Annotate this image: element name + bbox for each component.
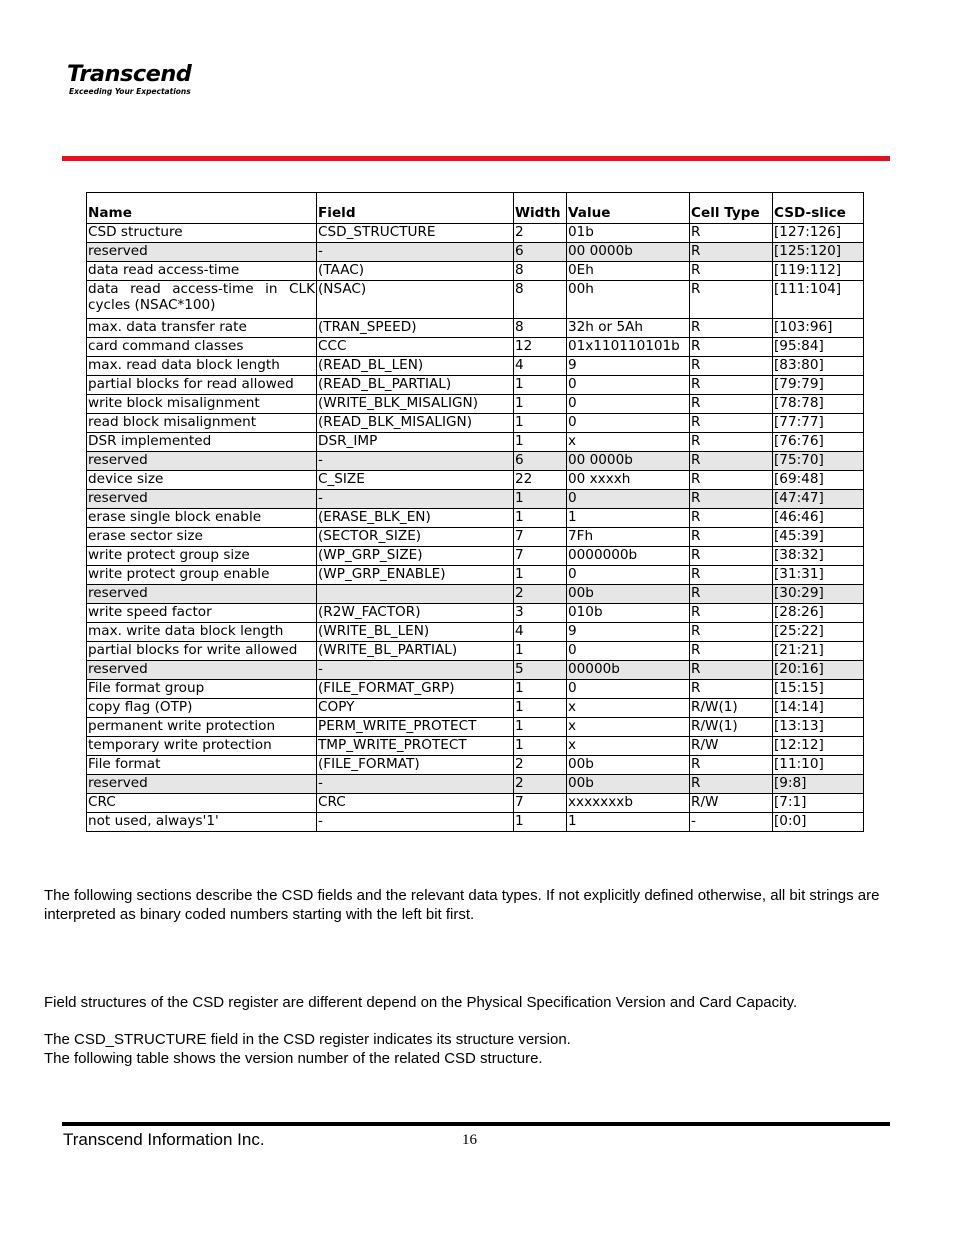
- cell-width: 1: [514, 718, 567, 737]
- structure-paragraph-line1: Field structures of the CSD register are different depend on the Physical Specification Version and Card Capacity.: [44, 994, 798, 1011]
- cell-value: 9: [567, 357, 690, 376]
- cell-cell-type: R: [690, 528, 773, 547]
- cell-csd-slice: [77:77]: [773, 414, 864, 433]
- cell-name: partial blocks for write allowed: [87, 642, 317, 661]
- cell-name: erase single block enable: [87, 509, 317, 528]
- table-row: [87, 775, 864, 794]
- cell-value: 0: [567, 376, 690, 395]
- cell-name: write protect group size: [87, 547, 317, 566]
- cell-field: (READ_BL_PARTIAL): [317, 376, 514, 395]
- cell-value: x: [567, 433, 690, 452]
- table-row: [87, 794, 864, 813]
- col-header-csd-slice: CSD-slice: [773, 193, 864, 224]
- cell-value: 0: [567, 566, 690, 585]
- cell-field: -: [317, 813, 514, 832]
- cell-field: (ERASE_BLK_EN): [317, 509, 514, 528]
- cell-value: 00b: [567, 585, 690, 604]
- table-row: [87, 756, 864, 775]
- cell-cell-type: R: [690, 604, 773, 623]
- cell-name: not used, always'1': [87, 813, 317, 832]
- cell-csd-slice: [79:79]: [773, 376, 864, 395]
- cell-csd-slice: [15:15]: [773, 680, 864, 699]
- cell-width: 2: [514, 775, 567, 794]
- cell-cell-type: R: [690, 376, 773, 395]
- table-row: [87, 585, 864, 604]
- table-row: [87, 414, 864, 433]
- cell-name: max. read data block length: [87, 357, 317, 376]
- cell-field: (WRITE_BLK_MISALIGN): [317, 395, 514, 414]
- cell-csd-slice: [69:48]: [773, 471, 864, 490]
- table-header-row: [87, 193, 864, 224]
- cell-width: 1: [514, 376, 567, 395]
- cell-csd-slice: [119:112]: [773, 262, 864, 281]
- cell-value: 0Eh: [567, 262, 690, 281]
- cell-field: [317, 585, 514, 604]
- cell-field: (NSAC): [317, 281, 514, 319]
- cell-field: C_SIZE: [317, 471, 514, 490]
- cell-cell-type: -: [690, 813, 773, 832]
- cell-name: partial blocks for read allowed: [87, 376, 317, 395]
- cell-csd-slice: [103:96]: [773, 319, 864, 338]
- footer-rule: [62, 1122, 890, 1126]
- intro-paragraph: The following sections describe the CSD fields and the relevant data types. If not explicitly defined otherwise, all bit strings are interpreted as binary coded numbers starting with the left bit first.: [44, 887, 880, 923]
- cell-name: reserved: [87, 585, 317, 604]
- cell-width: 1: [514, 699, 567, 718]
- table-row: [87, 547, 864, 566]
- cell-field: (TAAC): [317, 262, 514, 281]
- page-number: 16: [462, 1132, 477, 1148]
- cell-field: (FILE_FORMAT_GRP): [317, 680, 514, 699]
- cell-field: -: [317, 661, 514, 680]
- cell-value: 00h: [567, 281, 690, 319]
- cell-cell-type: R: [690, 281, 773, 319]
- cell-width: 1: [514, 490, 567, 509]
- logo-tagline: Exceeding Your Expectations: [69, 87, 191, 96]
- cell-name: card command classes: [87, 338, 317, 357]
- cell-name: read block misalignment: [87, 414, 317, 433]
- cell-name: DSR implemented: [87, 433, 317, 452]
- cell-name: device size: [87, 471, 317, 490]
- cell-width: 7: [514, 794, 567, 813]
- cell-width: 2: [514, 756, 567, 775]
- cell-name: data read access-time: [87, 262, 317, 281]
- cell-cell-type: R: [690, 642, 773, 661]
- cell-width: 1: [514, 642, 567, 661]
- table-row: [87, 509, 864, 528]
- structure-paragraph-line3: The following table shows the version number of the related CSD structure.: [44, 1050, 543, 1067]
- table-row: [87, 604, 864, 623]
- cell-width: 1: [514, 509, 567, 528]
- cell-cell-type: R/W(1): [690, 718, 773, 737]
- table-row: [87, 357, 864, 376]
- cell-name: reserved: [87, 452, 317, 471]
- cell-csd-slice: [76:76]: [773, 433, 864, 452]
- cell-value: 0000000b: [567, 547, 690, 566]
- cell-name: max. write data block length: [87, 623, 317, 642]
- table-row: [87, 471, 864, 490]
- table-row: [87, 813, 864, 832]
- cell-width: 6: [514, 243, 567, 262]
- cell-csd-slice: [7:1]: [773, 794, 864, 813]
- cell-cell-type: R: [690, 509, 773, 528]
- cell-cell-type: R/W: [690, 737, 773, 756]
- col-header-field: Field: [317, 193, 514, 224]
- cell-csd-slice: [11:10]: [773, 756, 864, 775]
- cell-name: erase sector size: [87, 528, 317, 547]
- cell-cell-type: R: [690, 566, 773, 585]
- cell-cell-type: R: [690, 262, 773, 281]
- cell-name: reserved: [87, 243, 317, 262]
- cell-csd-slice: [75:70]: [773, 452, 864, 471]
- cell-cell-type: R: [690, 680, 773, 699]
- transcend-logo: [67, 62, 191, 96]
- cell-name: data read access-time in CLK cycles (NSAC*100): [87, 281, 317, 319]
- cell-width: 1: [514, 737, 567, 756]
- cell-value: 7Fh: [567, 528, 690, 547]
- cell-csd-slice: [12:12]: [773, 737, 864, 756]
- cell-cell-type: R: [690, 414, 773, 433]
- cell-csd-slice: [38:32]: [773, 547, 864, 566]
- cell-width: 7: [514, 528, 567, 547]
- csd-register-table: [86, 192, 864, 832]
- footer-company: Transcend Information Inc.: [63, 1130, 265, 1149]
- cell-csd-slice: [30:29]: [773, 585, 864, 604]
- col-header-value: Value: [567, 193, 690, 224]
- cell-value: 010b: [567, 604, 690, 623]
- cell-width: 4: [514, 357, 567, 376]
- cell-value: 00 0000b: [567, 243, 690, 262]
- col-header-name: Name: [87, 193, 317, 224]
- cell-width: 1: [514, 680, 567, 699]
- cell-width: 1: [514, 566, 567, 585]
- cell-field: (WP_GRP_ENABLE): [317, 566, 514, 585]
- table-row: [87, 718, 864, 737]
- cell-width: 6: [514, 452, 567, 471]
- cell-cell-type: R: [690, 319, 773, 338]
- table-row: [87, 262, 864, 281]
- cell-field: (FILE_FORMAT): [317, 756, 514, 775]
- cell-value: 1: [567, 813, 690, 832]
- cell-field: CRC: [317, 794, 514, 813]
- cell-width: 22: [514, 471, 567, 490]
- cell-csd-slice: [111:104]: [773, 281, 864, 319]
- cell-value: 00b: [567, 775, 690, 794]
- cell-csd-slice: [21:21]: [773, 642, 864, 661]
- table-body: [87, 224, 864, 832]
- cell-field: (READ_BL_LEN): [317, 357, 514, 376]
- cell-field: (WRITE_BL_PARTIAL): [317, 642, 514, 661]
- cell-name: File format group: [87, 680, 317, 699]
- table-row: [87, 281, 864, 319]
- table-row: [87, 528, 864, 547]
- cell-value: 00000b: [567, 661, 690, 680]
- table-row: [87, 395, 864, 414]
- table-row: [87, 642, 864, 661]
- cell-width: 8: [514, 262, 567, 281]
- cell-value: 0: [567, 414, 690, 433]
- cell-value: x: [567, 737, 690, 756]
- table-row: [87, 566, 864, 585]
- cell-value: 0: [567, 642, 690, 661]
- cell-name: write speed factor: [87, 604, 317, 623]
- cell-field: -: [317, 243, 514, 262]
- cell-cell-type: R/W(1): [690, 699, 773, 718]
- cell-name: max. data transfer rate: [87, 319, 317, 338]
- cell-value: xxxxxxxb: [567, 794, 690, 813]
- cell-width: 5: [514, 661, 567, 680]
- cell-field: -: [317, 452, 514, 471]
- header-red-rule: [62, 156, 890, 161]
- cell-value: 00b: [567, 756, 690, 775]
- cell-field: (READ_BLK_MISALIGN): [317, 414, 514, 433]
- cell-csd-slice: [46:46]: [773, 509, 864, 528]
- cell-cell-type: R: [690, 224, 773, 243]
- cell-csd-slice: [125:120]: [773, 243, 864, 262]
- col-header-cell-type: Cell Type: [690, 193, 773, 224]
- cell-width: 1: [514, 395, 567, 414]
- cell-value: 9: [567, 623, 690, 642]
- cell-name: reserved: [87, 490, 317, 509]
- cell-width: 8: [514, 319, 567, 338]
- cell-csd-slice: [20:16]: [773, 661, 864, 680]
- cell-cell-type: R: [690, 471, 773, 490]
- cell-field: (R2W_FACTOR): [317, 604, 514, 623]
- table-row: [87, 224, 864, 243]
- cell-csd-slice: [45:39]: [773, 528, 864, 547]
- cell-field: (WP_GRP_SIZE): [317, 547, 514, 566]
- cell-name: write block misalignment: [87, 395, 317, 414]
- structure-paragraph-line2: The CSD_STRUCTURE field in the CSD register indicates its structure version.: [44, 1031, 571, 1048]
- cell-cell-type: R: [690, 585, 773, 604]
- cell-value: 1: [567, 509, 690, 528]
- cell-width: 1: [514, 414, 567, 433]
- cell-csd-slice: [83:80]: [773, 357, 864, 376]
- logo-wordmark: Transcend: [67, 62, 192, 87]
- table-row: [87, 699, 864, 718]
- cell-csd-slice: [9:8]: [773, 775, 864, 794]
- cell-width: 8: [514, 281, 567, 319]
- cell-name: CSD structure: [87, 224, 317, 243]
- cell-csd-slice: [31:31]: [773, 566, 864, 585]
- cell-value: 0: [567, 490, 690, 509]
- cell-field: -: [317, 490, 514, 509]
- cell-width: 12: [514, 338, 567, 357]
- cell-width: 3: [514, 604, 567, 623]
- cell-field: (SECTOR_SIZE): [317, 528, 514, 547]
- cell-name: temporary write protection: [87, 737, 317, 756]
- table-row: [87, 338, 864, 357]
- cell-csd-slice: [0:0]: [773, 813, 864, 832]
- cell-width: 4: [514, 623, 567, 642]
- cell-cell-type: R/W: [690, 794, 773, 813]
- table-row: [87, 319, 864, 338]
- cell-csd-slice: [127:126]: [773, 224, 864, 243]
- cell-cell-type: R: [690, 756, 773, 775]
- cell-width: 1: [514, 813, 567, 832]
- cell-name: reserved: [87, 661, 317, 680]
- cell-value: 32h or 5Ah: [567, 319, 690, 338]
- cell-csd-slice: [78:78]: [773, 395, 864, 414]
- cell-value: 0: [567, 680, 690, 699]
- cell-value: 00 xxxxh: [567, 471, 690, 490]
- cell-csd-slice: [95:84]: [773, 338, 864, 357]
- table-row: [87, 737, 864, 756]
- cell-field: (TRAN_SPEED): [317, 319, 514, 338]
- col-header-width: Width: [514, 193, 567, 224]
- table-row: [87, 680, 864, 699]
- cell-csd-slice: [13:13]: [773, 718, 864, 737]
- cell-value: 01b: [567, 224, 690, 243]
- cell-cell-type: R: [690, 775, 773, 794]
- cell-field: CCC: [317, 338, 514, 357]
- cell-cell-type: R: [690, 661, 773, 680]
- cell-name: reserved: [87, 775, 317, 794]
- table-row: [87, 433, 864, 452]
- cell-value: x: [567, 718, 690, 737]
- cell-name: CRC: [87, 794, 317, 813]
- cell-field: COPY: [317, 699, 514, 718]
- table-row: [87, 243, 864, 262]
- cell-cell-type: R: [690, 490, 773, 509]
- cell-name: copy flag (OTP): [87, 699, 317, 718]
- cell-field: -: [317, 775, 514, 794]
- cell-cell-type: R: [690, 357, 773, 376]
- cell-name: permanent write protection: [87, 718, 317, 737]
- cell-cell-type: R: [690, 433, 773, 452]
- cell-csd-slice: [28:26]: [773, 604, 864, 623]
- cell-value: 00 0000b: [567, 452, 690, 471]
- cell-field: TMP_WRITE_PROTECT: [317, 737, 514, 756]
- cell-field: PERM_WRITE_PROTECT: [317, 718, 514, 737]
- cell-width: 2: [514, 224, 567, 243]
- cell-field: (WRITE_BL_LEN): [317, 623, 514, 642]
- cell-cell-type: R: [690, 452, 773, 471]
- table-row: [87, 490, 864, 509]
- cell-csd-slice: [14:14]: [773, 699, 864, 718]
- cell-width: 1: [514, 433, 567, 452]
- cell-value: 01x110110101b: [567, 338, 690, 357]
- table-row: [87, 661, 864, 680]
- cell-cell-type: R: [690, 547, 773, 566]
- cell-field: DSR_IMP: [317, 433, 514, 452]
- cell-csd-slice: [25:22]: [773, 623, 864, 642]
- cell-width: 7: [514, 547, 567, 566]
- cell-width: 2: [514, 585, 567, 604]
- table-row: [87, 452, 864, 471]
- cell-cell-type: R: [690, 395, 773, 414]
- table-row: [87, 376, 864, 395]
- cell-field: CSD_STRUCTURE: [317, 224, 514, 243]
- table-row: [87, 623, 864, 642]
- cell-name: write protect group enable: [87, 566, 317, 585]
- cell-cell-type: R: [690, 623, 773, 642]
- cell-name: File format: [87, 756, 317, 775]
- cell-csd-slice: [47:47]: [773, 490, 864, 509]
- cell-value: x: [567, 699, 690, 718]
- cell-cell-type: R: [690, 338, 773, 357]
- cell-cell-type: R: [690, 243, 773, 262]
- cell-value: 0: [567, 395, 690, 414]
